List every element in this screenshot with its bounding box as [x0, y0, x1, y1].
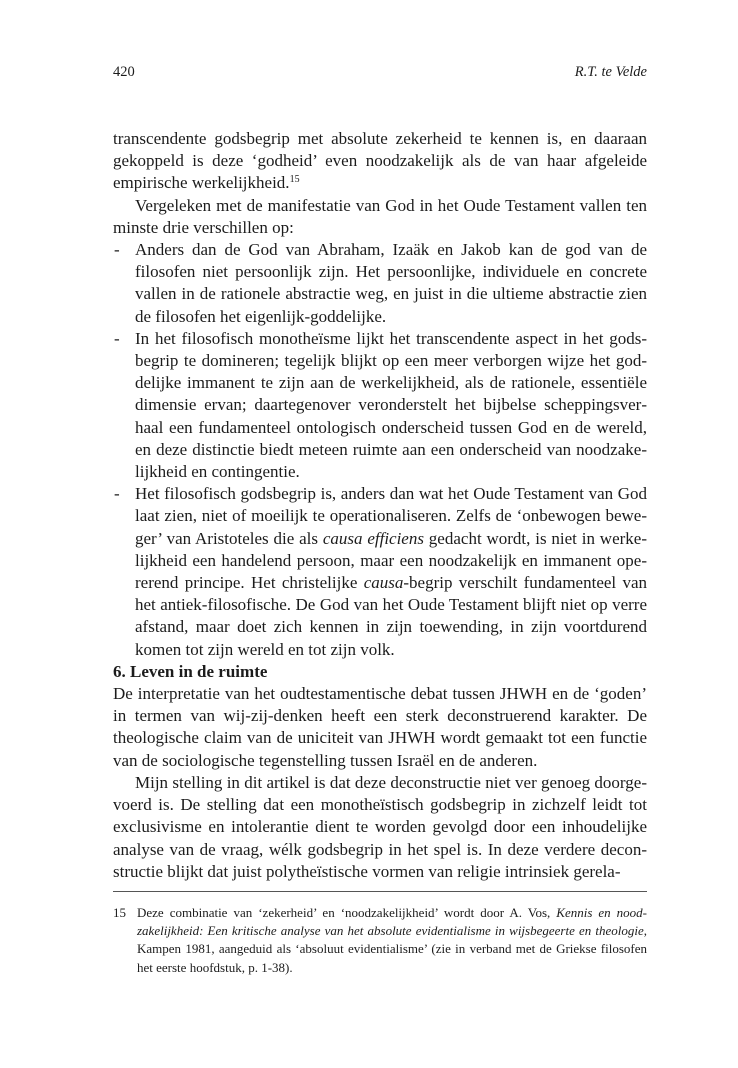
paragraph: transcendente godsbegrip met absolute zekerheid te kennen is, en daaraan gekoppeld is deze ‘godheid’ even noodzakelijk als de van haar afgeleide empirische werkelijkheid.$^{15}$ — [113, 129, 647, 193]
italic-term: causa — [363, 573, 404, 593]
footnote-number: 15 — [113, 905, 126, 920]
section-heading: 6. Leven in de ruimte — [113, 661, 268, 681]
body-text — [113, 128, 647, 883]
paragraph: Vergeleken met de manifestatie van God in het Oude Testament vallen ten minste drie verschillen op: — [113, 195, 647, 237]
cited-title: Kennis en noodzakelijkheid: Een kritische analyse van het absolute evidentialisme in wijsbegeerte en theologie — [137, 905, 648, 939]
footnote: 15 Deze combinatie van ‘zekerheid’ en ‘noodzakelijkheid’ wordt door A. Vos, Kennis en noodzakelijkheid: Een kritische analyse van het absolute evidentialisme in wijsbegeerte en theologie, Kampen 1981, aangeduid als ‘absoluut evidentialisme’ (zie in verband met de Griekse filosofen het eerste hoofdstuk, p. 1-38). — [113, 905, 648, 975]
list-marker: - — [114, 484, 120, 504]
paragraph: De interpretatie van het oudtestamentische debat tussen JHWH en de ‘goden’ in termen van wij-zij-denken heeft een sterk deconstruerend karakter. De theologische claim van de uniciteit van JHWH wordt gemaakt tot een functie van de sociologische tegenstelling tussen Israël en de anderen. — [113, 684, 647, 770]
page-header — [113, 64, 647, 84]
list-item: - Anders dan de God van Abraham, Izaäk en Jakob kan de god van de filosofen niet persoonlijk zijn. Het persoonlijke, individuele en concrete vallen in de rationele abstractie weg, en juist in die ultieme abstractie zien de filosofen het eigenlijk-goddelijke. — [114, 240, 647, 326]
list-item: - In het filosofisch monotheïsme lijkt het transcendente aspect in het godsbegrip te domineren; tegelijk blijkt op een meer verborgen wijze het goddelijke immanent te zijn aan de werkelijkheid, als de rationele, essentiële dimensie ervan; daartegenover veronderstelt het bijbelse scheppingsverhaal een fundamenteel ontologisch onderscheid tussen God en de wereld, en deze distinctie biedt meteen ruimte aan een onderscheid van noodzakelijkheid en contingentie. — [114, 328, 647, 482]
list-marker: - — [114, 240, 120, 260]
page-number: 420 — [113, 64, 135, 80]
italic-term: causa efficiens — [322, 528, 424, 548]
footnote-reference[interactable]: 15 — [289, 174, 300, 186]
footnote-divider — [113, 891, 647, 892]
running-head-author: R.T. te Velde — [574, 64, 647, 80]
paragraph: Mijn stelling in dit artikel is dat deze deconstructie niet ver genoeg doorgevoerd is. De stelling dat een monotheïstisch godsbegrip in zichzelf leidt tot exclusivisme en intolerantie dient te worden gevolgd door een inhoudelijke analyse van de vraag, wélk godsbegrip in het spel is. In deze verdere deconstructie blijkt dat juist polytheïstische vormen van religie intrinsiek gerela- — [113, 772, 647, 881]
list-item: - Het filosofisch godsbegrip is, anders dan wat het Oude Testament van God laat zien, niet of moeilijk te operationaliseren. Zelfs de ‘onbewogen beweger’ van Aristoteles die als causa efficiens gedacht wordt, is niet in werkelijkheid een handelend persoon, maar een noodzakelijk en immanent opererend principe. Het christelijke causa-begrip verschilt fundamenteel van het antiek-filosofische. De God van het Oude Testament blijft niet op verre afstand, maar doet zich kennen in zijn toewending, in zijn voortdurend komen tot zijn wereld en tot zijn volk. — [114, 484, 648, 659]
difference-list — [113, 239, 647, 661]
footnotes — [113, 904, 647, 977]
list-marker: - — [114, 328, 120, 348]
